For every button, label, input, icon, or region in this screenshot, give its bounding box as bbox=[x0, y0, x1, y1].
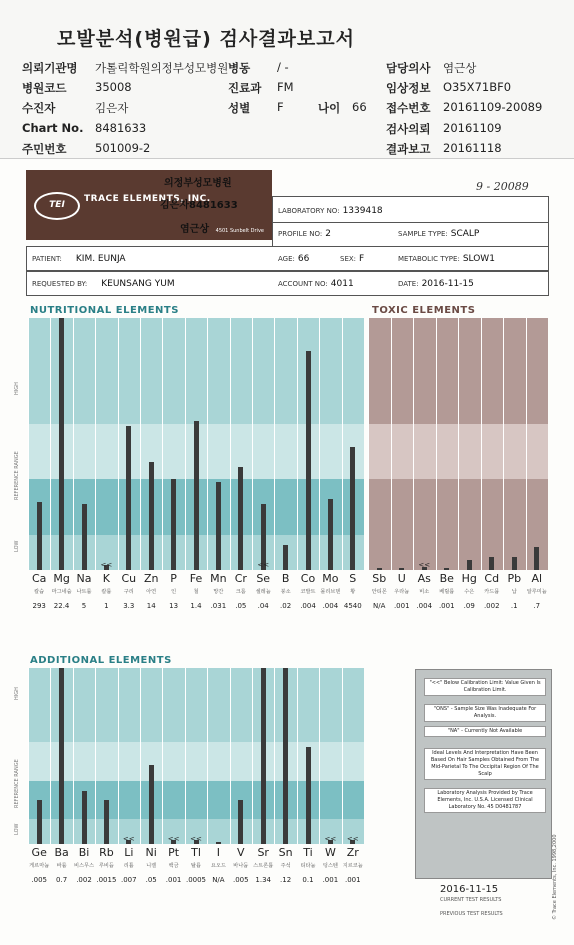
additional-value: .0005 bbox=[185, 876, 207, 884]
nutritional-bar-fe bbox=[194, 421, 199, 570]
hospital-stamp: 의정부성모병원 bbox=[164, 178, 232, 189]
nutritional-symbol: Se bbox=[256, 572, 271, 585]
additional-value: .0015 bbox=[96, 876, 117, 884]
additional-korean-name: 리튬 bbox=[123, 863, 134, 869]
toxic-value: .001 bbox=[438, 602, 455, 610]
additional-value: .007 bbox=[120, 876, 137, 884]
nutritional-bar-ca bbox=[37, 502, 42, 570]
nutritional-symbol: Mn bbox=[210, 572, 227, 585]
toxic-column bbox=[458, 318, 482, 570]
nutritional-column bbox=[274, 318, 297, 570]
additional-symbol: W bbox=[324, 846, 336, 859]
toxic-bar-u bbox=[399, 568, 404, 570]
nutritional-value: 4540 bbox=[343, 602, 362, 610]
copyright: © Trace Elements, Inc. 1998,2000 bbox=[552, 834, 558, 920]
nutritional-value: 14 bbox=[146, 602, 156, 610]
nutritional-bar-mg bbox=[59, 318, 64, 570]
header-value-2-1: F bbox=[277, 100, 284, 114]
nutritional-value: .004 bbox=[322, 602, 339, 610]
handwritten-number: 9 - 20089 bbox=[476, 180, 529, 193]
additional-symbol: Ge bbox=[31, 846, 47, 859]
scale-high-label-2: HIGH bbox=[14, 687, 20, 700]
additional-below-limit-icon: << bbox=[167, 835, 180, 843]
additional-korean-name: 바륨 bbox=[56, 863, 67, 869]
header-value-4-0: 501009-2 bbox=[95, 141, 151, 155]
additional-below-limit-icon: << bbox=[324, 835, 337, 843]
header-value-1-1: FM bbox=[277, 80, 294, 94]
nutritional-symbol: Mo bbox=[322, 572, 339, 585]
scale-ref-label-2: REFERENCE RANGE bbox=[14, 759, 20, 808]
doctor-stamp: 염근상 bbox=[180, 224, 209, 235]
nutritional-symbol: Na bbox=[76, 572, 92, 585]
toxic-value: .7 bbox=[533, 602, 541, 610]
nutritional-korean-name: 망간 bbox=[213, 589, 224, 595]
header-value-2-3: 20161109-20089 bbox=[443, 100, 543, 114]
nutritional-korean-name: 셀레늄 bbox=[255, 589, 271, 595]
nutritional-value: 293 bbox=[32, 602, 46, 610]
header-label-2-1: 성별 bbox=[228, 101, 251, 115]
additional-korean-name: 루비듐 bbox=[98, 863, 114, 869]
header-label-3-0: Chart No. bbox=[22, 121, 84, 135]
additional-bar-i bbox=[216, 842, 221, 844]
nutritional-korean-name: 아연 bbox=[146, 589, 157, 595]
toxic-value: .001 bbox=[393, 602, 410, 610]
report-title: 모발분석(병원급) 검사결과보고서 bbox=[57, 28, 355, 50]
legend-note-ons: "ONS" - Sample Size Was Inadequate For Analysis. bbox=[424, 704, 546, 722]
metabolic-field: METABOLIC TYPE: SLOW1 bbox=[398, 254, 495, 264]
nutritional-korean-name: 칼륨 bbox=[101, 589, 112, 595]
header-label-4-0: 주민번호 bbox=[22, 142, 67, 156]
nutritional-korean-name: 황 bbox=[350, 589, 356, 595]
toxic-bar-al bbox=[534, 547, 539, 570]
additional-column bbox=[185, 668, 208, 844]
nutritional-korean-name: 코발트 bbox=[300, 589, 316, 595]
nutritional-column bbox=[95, 318, 118, 570]
additional-symbol: Zr bbox=[346, 846, 359, 859]
nutritional-value: .02 bbox=[280, 602, 292, 610]
toxic-korean-name: 납 bbox=[511, 589, 517, 595]
toxic-column bbox=[436, 318, 460, 570]
additional-bar-v bbox=[238, 800, 243, 844]
nutritional-korean-name: 붕소 bbox=[280, 589, 291, 595]
nutritional-below-limit-icon: << bbox=[100, 561, 113, 569]
legend-note-calibration: "<<" Below Calibration Limit: Value Given Is Calibration Limit. bbox=[424, 678, 546, 696]
toxic-column bbox=[503, 318, 527, 570]
nutritional-value: 5 bbox=[81, 602, 87, 610]
scale-low-label-2: LOW bbox=[14, 823, 20, 835]
additional-korean-name: 바나듐 bbox=[233, 863, 249, 869]
additional-korean-name: 백금 bbox=[168, 863, 179, 869]
scale-high-label: HIGH bbox=[14, 382, 20, 395]
additional-value: .05 bbox=[145, 876, 157, 884]
toxic-column bbox=[391, 318, 415, 570]
tei-logo-icon: TEI bbox=[34, 192, 80, 220]
additional-below-limit-icon: << bbox=[122, 835, 135, 843]
header-value-1-2: O35X71BF0 bbox=[443, 80, 512, 94]
nutritional-bar-s bbox=[350, 447, 355, 570]
additional-symbol: Li bbox=[124, 846, 134, 859]
toxic-symbol: Al bbox=[531, 572, 543, 585]
header-value-1-0: 35008 bbox=[95, 80, 132, 94]
additional-symbol: Bi bbox=[78, 846, 90, 859]
nutritional-korean-name: 칼슘 bbox=[34, 589, 45, 595]
nutritional-korean-name: 구리 bbox=[123, 589, 134, 595]
additional-below-limit-icon: << bbox=[190, 835, 202, 843]
nutritional-bar-co bbox=[306, 351, 311, 570]
header-value-3-1: 20161109 bbox=[443, 121, 502, 135]
header-value-3-0: 8481633 bbox=[95, 121, 147, 135]
toxic-chart bbox=[368, 318, 548, 618]
toxic-bar-pb bbox=[512, 557, 517, 570]
toxic-value: .09 bbox=[463, 602, 475, 610]
header-label-0-1: 병동 bbox=[228, 61, 251, 75]
toxic-bar-cd bbox=[489, 557, 494, 570]
toxic-korean-name: 알루미늄 bbox=[526, 589, 547, 595]
legend-note-lab: Laboratory Analysis Provided by Trace Elements, Inc. U.S.A. Licensed Clinical Laboratory No. 45 D0481787 bbox=[424, 788, 546, 813]
additional-symbol: Sr bbox=[257, 846, 269, 859]
lab-address: 4501 Sunbelt Drive bbox=[215, 228, 264, 234]
additional-bar-ge bbox=[37, 800, 42, 844]
nutritional-symbol: B bbox=[281, 572, 290, 585]
nutritional-value: 3.3 bbox=[123, 602, 135, 610]
toxic-value: .004 bbox=[416, 602, 433, 610]
header-label-1-1: 진료과 bbox=[228, 81, 262, 95]
additional-value: 0.1 bbox=[302, 876, 314, 884]
additional-value: .002 bbox=[76, 876, 92, 884]
header-value-2-0: 김은자 bbox=[95, 101, 129, 115]
additional-korean-name: 탈륨 bbox=[190, 863, 201, 869]
additional-symbol: Pt bbox=[168, 846, 180, 859]
additional-bar-rb bbox=[104, 800, 109, 844]
additional-chart bbox=[28, 668, 364, 892]
additional-symbol: Ni bbox=[145, 846, 157, 859]
toxic-symbol: As bbox=[417, 572, 431, 585]
nutritional-bar-mn bbox=[216, 482, 221, 570]
header-value-4-1: 20161118 bbox=[443, 141, 502, 155]
additional-korean-name: 니켈 bbox=[146, 863, 157, 869]
header-value-2-2: 66 bbox=[352, 100, 367, 114]
additional-korean-name: 요오드 bbox=[210, 863, 226, 869]
toxic-bar-be bbox=[444, 568, 449, 570]
toxic-korean-name: 카드뮴 bbox=[484, 589, 500, 595]
nutritional-symbol: P bbox=[170, 572, 177, 585]
nutritional-korean-name: 몰리브덴 bbox=[320, 589, 341, 595]
nutritional-bar-mo bbox=[328, 499, 333, 570]
header-label-1-0: 병원코드 bbox=[22, 81, 67, 95]
additional-symbol: I bbox=[216, 846, 220, 859]
additional-symbol: Ba bbox=[54, 846, 69, 859]
nutritional-value: 22.4 bbox=[53, 602, 70, 610]
nutritional-symbol: S bbox=[349, 572, 357, 585]
toxic-symbol: Be bbox=[439, 572, 454, 585]
nutritional-bar-b bbox=[283, 545, 288, 570]
toxic-below-limit-icon: << bbox=[418, 561, 431, 569]
toxic-value: .1 bbox=[510, 602, 518, 610]
additional-column bbox=[342, 668, 365, 844]
additional-bar-ti bbox=[306, 747, 311, 844]
scale-ref-label: REFERENCE RANGE bbox=[14, 451, 20, 500]
additional-value: N/A bbox=[212, 876, 225, 884]
toxic-column bbox=[413, 318, 437, 570]
additional-symbol: Sn bbox=[278, 846, 293, 859]
header-value-0-1: / - bbox=[277, 60, 289, 74]
additional-value: 1.34 bbox=[255, 876, 271, 884]
nutritional-korean-name: 인 bbox=[171, 589, 177, 595]
additional-bar-sn bbox=[283, 668, 288, 844]
header-label-1-2: 임상정보 bbox=[386, 81, 431, 95]
additional-korean-name: 티타늄 bbox=[300, 863, 316, 869]
additional-column bbox=[207, 668, 230, 844]
additional-value: .001 bbox=[322, 876, 339, 884]
additional-korean-name: 지르코늄 bbox=[342, 863, 363, 869]
additional-value: 0.7 bbox=[56, 876, 68, 884]
nutritional-korean-name: 크롬 bbox=[235, 589, 246, 595]
header-label-0-0: 의뢰기관명 bbox=[22, 61, 78, 75]
nutritional-value: .05 bbox=[235, 602, 247, 610]
additional-value: .005 bbox=[31, 876, 47, 884]
nutritional-bar-p bbox=[171, 479, 176, 570]
nutritional-symbol: Mg bbox=[53, 572, 70, 585]
account-field: ACCOUNT NO: 4011 bbox=[278, 279, 354, 289]
previous-test-label: PREVIOUS TEST RESULTS bbox=[440, 911, 503, 917]
toxic-symbol: U bbox=[397, 572, 406, 585]
nutritional-symbol: K bbox=[102, 572, 110, 585]
toxic-bar-hg bbox=[467, 560, 472, 570]
additional-symbol: Rb bbox=[99, 846, 114, 859]
toxic-korean-name: 우라늄 bbox=[394, 589, 410, 595]
additional-bar-sr bbox=[261, 668, 266, 844]
patient-stamp: 김은자8481633 bbox=[160, 200, 238, 211]
nutritional-value: .004 bbox=[300, 602, 316, 610]
nutritional-bar-cu bbox=[126, 426, 131, 570]
toxic-korean-name: 안티몬 bbox=[371, 589, 387, 595]
nutritional-symbol: Zn bbox=[143, 572, 159, 585]
additional-symbol: Ti bbox=[303, 846, 313, 859]
toxic-column bbox=[526, 318, 550, 570]
additional-value: .005 bbox=[232, 876, 249, 884]
nutritional-value: .04 bbox=[257, 602, 269, 610]
additional-korean-name: 게르마늄 bbox=[29, 863, 50, 869]
nutritional-bar-cr bbox=[238, 467, 243, 570]
nutritional-below-limit-icon: << bbox=[257, 561, 270, 569]
legend-panel bbox=[415, 669, 552, 879]
toxic-title: TOXIC ELEMENTS bbox=[372, 305, 476, 316]
toxic-symbol: Cd bbox=[484, 572, 500, 585]
toxic-korean-name: 비소 bbox=[419, 589, 430, 595]
legend-note-na: "NA" - Currently Not Available bbox=[424, 726, 546, 737]
toxic-symbol: Sb bbox=[372, 572, 387, 585]
additional-value: .001 bbox=[344, 876, 361, 884]
nutritional-korean-name: 마그네슘 bbox=[51, 589, 72, 595]
toxic-symbol: Hg bbox=[461, 572, 477, 585]
nutritional-bar-zn bbox=[149, 462, 154, 570]
toxic-column bbox=[481, 318, 505, 570]
current-test-date: 2016-11-15 bbox=[440, 884, 499, 895]
sample-field: SAMPLE TYPE: SCALP bbox=[398, 229, 480, 239]
nutritional-symbol: Cu bbox=[121, 572, 137, 585]
toxic-bar-sb bbox=[377, 568, 382, 570]
lab-brand: TRACE ELEMENTS, INC. bbox=[84, 194, 211, 204]
additional-column bbox=[118, 668, 141, 844]
legend-note-ideal: Ideal Levels And Interpretation Have Been Based On Hair Samples Obtained From The Mid-Parietal To The Occipital Region Of The Scalp bbox=[424, 748, 546, 780]
toxic-symbol: Pb bbox=[507, 572, 522, 585]
header-value-0-0: 가톨릭학원의정부성모병원 bbox=[95, 61, 229, 75]
header-label-2-0: 수진자 bbox=[22, 101, 56, 115]
nutritional-value: .031 bbox=[210, 602, 227, 610]
header-label-2-2: 나이 bbox=[318, 101, 341, 115]
requested-field: REQUESTED BY: KEUNSANG YUM bbox=[32, 279, 175, 289]
profile-field: PROFILE NO: 2 bbox=[278, 229, 331, 239]
current-test-label: CURRENT TEST RESULTS bbox=[440, 897, 502, 903]
age-field: AGE: 66 bbox=[278, 254, 310, 264]
header-value-0-2: 염근상 bbox=[443, 61, 477, 75]
additional-value: .12 bbox=[280, 876, 292, 884]
sex-field: SEX: F bbox=[340, 254, 365, 264]
additional-korean-name: 주석 bbox=[280, 863, 291, 869]
additional-korean-name: 스트론튬 bbox=[253, 863, 274, 869]
nutritional-symbol: Co bbox=[300, 572, 316, 585]
date-field: DATE: 2016-11-15 bbox=[398, 279, 474, 289]
additional-bar-ni bbox=[149, 765, 154, 844]
nutritional-symbol: Ca bbox=[31, 572, 47, 585]
nutritional-chart bbox=[28, 318, 364, 618]
patient-field: PATIENT: KIM. EUNJA bbox=[32, 254, 126, 264]
toxic-column bbox=[368, 318, 392, 570]
additional-bar-ba bbox=[59, 668, 64, 844]
header-label-0-2: 담당의사 bbox=[386, 61, 431, 75]
header-label-2-3: 접수번호 bbox=[386, 101, 431, 115]
nutritional-bar-na bbox=[82, 504, 87, 570]
additional-column bbox=[162, 668, 185, 844]
nutritional-symbol: Fe bbox=[189, 572, 203, 585]
additional-column bbox=[319, 668, 342, 844]
additional-korean-name: 텅스텐 bbox=[322, 863, 338, 869]
additional-title: ADDITIONAL ELEMENTS bbox=[30, 655, 172, 666]
additional-korean-name: 비스무스 bbox=[73, 863, 95, 869]
toxic-korean-name: 수은 bbox=[464, 589, 475, 595]
additional-below-limit-icon: << bbox=[346, 835, 359, 843]
header-label-3-1: 검사의뢰 bbox=[386, 122, 431, 136]
nutritional-value: 1.4 bbox=[190, 602, 202, 610]
nutritional-symbol: Cr bbox=[234, 572, 247, 585]
lab-no-field: LABORATORY NO: 1339418 bbox=[278, 206, 383, 216]
toxic-value: .002 bbox=[483, 602, 500, 610]
nutritional-value: 13 bbox=[169, 602, 179, 610]
nutritional-title: NUTRITIONAL ELEMENTS bbox=[30, 305, 179, 316]
nutritional-korean-name: 철 bbox=[193, 589, 199, 595]
additional-value: .001 bbox=[165, 876, 182, 884]
additional-symbol: Tl bbox=[191, 846, 201, 859]
toxic-value: N/A bbox=[373, 602, 386, 610]
nutritional-value: 1 bbox=[104, 602, 109, 610]
additional-bar-bi bbox=[82, 791, 87, 844]
header-label-4-1: 결과보고 bbox=[386, 142, 431, 156]
scale-low-label: LOW bbox=[14, 540, 20, 552]
additional-symbol: V bbox=[237, 846, 245, 859]
toxic-korean-name: 베릴륨 bbox=[439, 589, 455, 595]
nutritional-korean-name: 나트륨 bbox=[76, 589, 92, 595]
